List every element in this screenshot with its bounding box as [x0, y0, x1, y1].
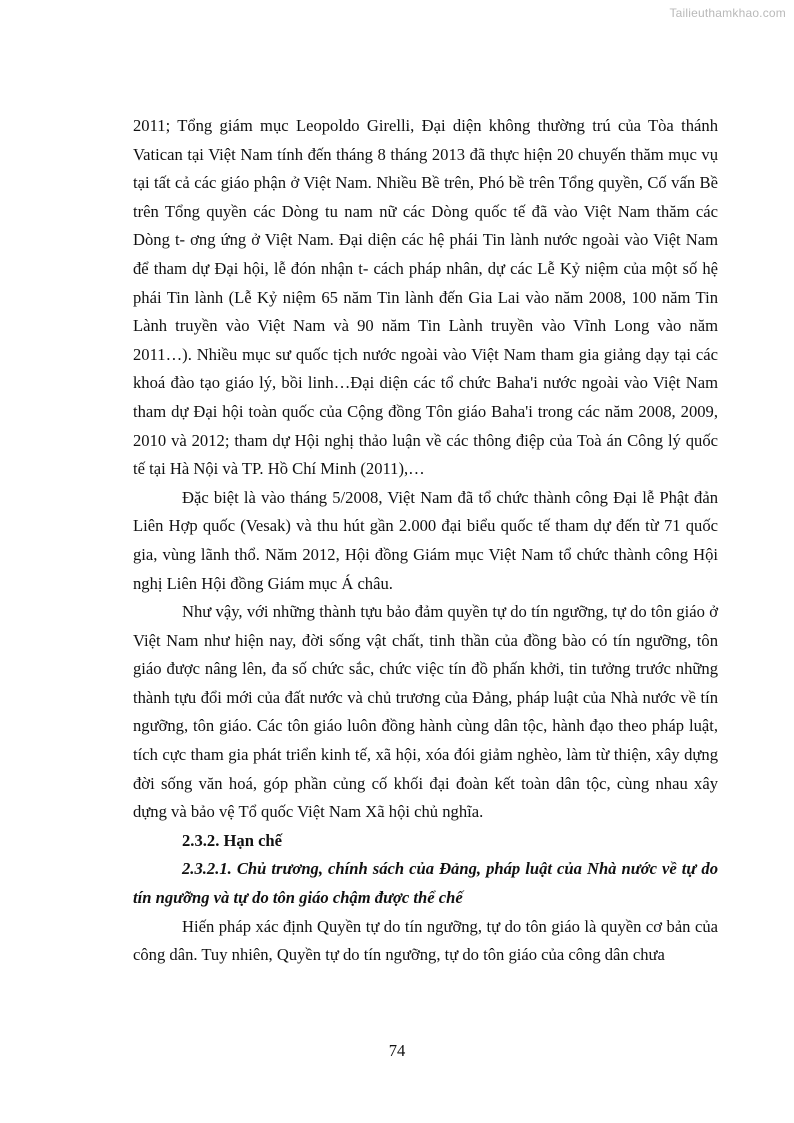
paragraph-1: 2011; Tổng giám mục Leopoldo Girelli, Đại diện không thường trú của Tòa thánh Vatican tại Việt Nam tính đến tháng 8 tháng 2013 đã thực hiện 20 chuyến thăm mục vụ tại tất cả các giáo phận ở Việt Nam. Nhiều Bề trên, Phó bề trên Tổng quyền, Cố vấn Bề trên Tổng quyền các Dòng tu nam nữ các Dòng quốc tế đã vào Việt Nam thăm các Dòng t- ơng ứng ở Việt Nam. Đại diện các hệ phái Tin lành nước ngoài vào Việt Nam để tham dự Đại hội, lễ đón nhận t- cách pháp nhân, dự các Lễ Kỷ niệm của một số hệ phái Tin lành (Lễ Kỷ niệm 65 năm Tin lành đến Gia Lai vào năm 2008, 100 năm Tin Lành truyền vào Việt Nam và 90 năm Tin Lành truyền vào Vĩnh Long vào năm 2011…). Nhiều mục sư quốc tịch nước ngoài vào Việt Nam tham gia giảng dạy tại các khoá đào tạo giáo lý, bồi linh…Đại diện các tổ chức Baha'i nước ngoài vào Việt Nam tham dự Đại hội toàn quốc của Cộng đồng Tôn giáo Baha'i trong các năm 2008, 2009, 2010 và 2012; tham dự Hội nghị thảo luận về các thông điệp của Toà án Công lý quốc tế tại Hà Nội và TP. Hồ Chí Minh (2011),…: [133, 116, 718, 479]
section-heading: 2.3.2. Hạn chế: [182, 830, 283, 850]
page-number: 74: [388, 1041, 406, 1060]
paragraph-4: Hiến pháp xác định Quyền tự do tín ngưỡng, tự do tôn giáo là quyền cơ bản của công dân. Tuy nhiên, Quyền tự do tín ngưỡng, tự do tôn giáo của công dân chưa: [133, 916, 718, 965]
subsection-heading: 2.3.2.1. Chủ trương, chính sách của Đảng, pháp luật của Nhà nước về tự do tín ngưỡng và tự do tôn giáo chậm được thể chế: [133, 859, 718, 908]
watermark: Tailieuthamkhao.com: [669, 6, 786, 20]
document-body: [133, 112, 718, 970]
paragraph-3: Như vậy, với những thành tựu bảo đảm quyền tự do tín ngưỡng, tự do tôn giáo ở Việt Nam như hiện nay, đời sống vật chất, tinh thần của đồng bào có tín ngưỡng, tôn giáo được nâng lên, đa số chức sắc, chức việc tín đồ phấn khởi, tin tưởng trước những thành tựu đổi mới của đất nước và chủ trương của Đảng, pháp luật của Nhà nước về tín ngưỡng, tôn giáo. Các tôn giáo luôn đồng hành cùng dân tộc, hành đạo theo pháp luật, tích cực tham gia phát triển kinh tế, xã hội, xóa đói giảm nghèo, làm từ thiện, xây dựng đời sống văn hoá, góp phần củng cố khối đại đoàn kết toàn dân tộc, cùng nhau xây dựng và bảo vệ Tổ quốc Việt Nam Xã hội chủ nghĩa.: [133, 602, 718, 822]
paragraph-2: Đặc biệt là vào tháng 5/2008, Việt Nam đã tổ chức thành công Đại lễ Phật đản Liên Hợp quốc (Vesak) và thu hút gần 2.000 đại biểu quốc tế tham dự đến từ 71 quốc gia, vùng lãnh thổ. Năm 2012, Hội đồng Giám mục Việt Nam tổ chức thành công Hội nghị Liên Hội đồng Giám mục Á châu.: [133, 487, 718, 593]
